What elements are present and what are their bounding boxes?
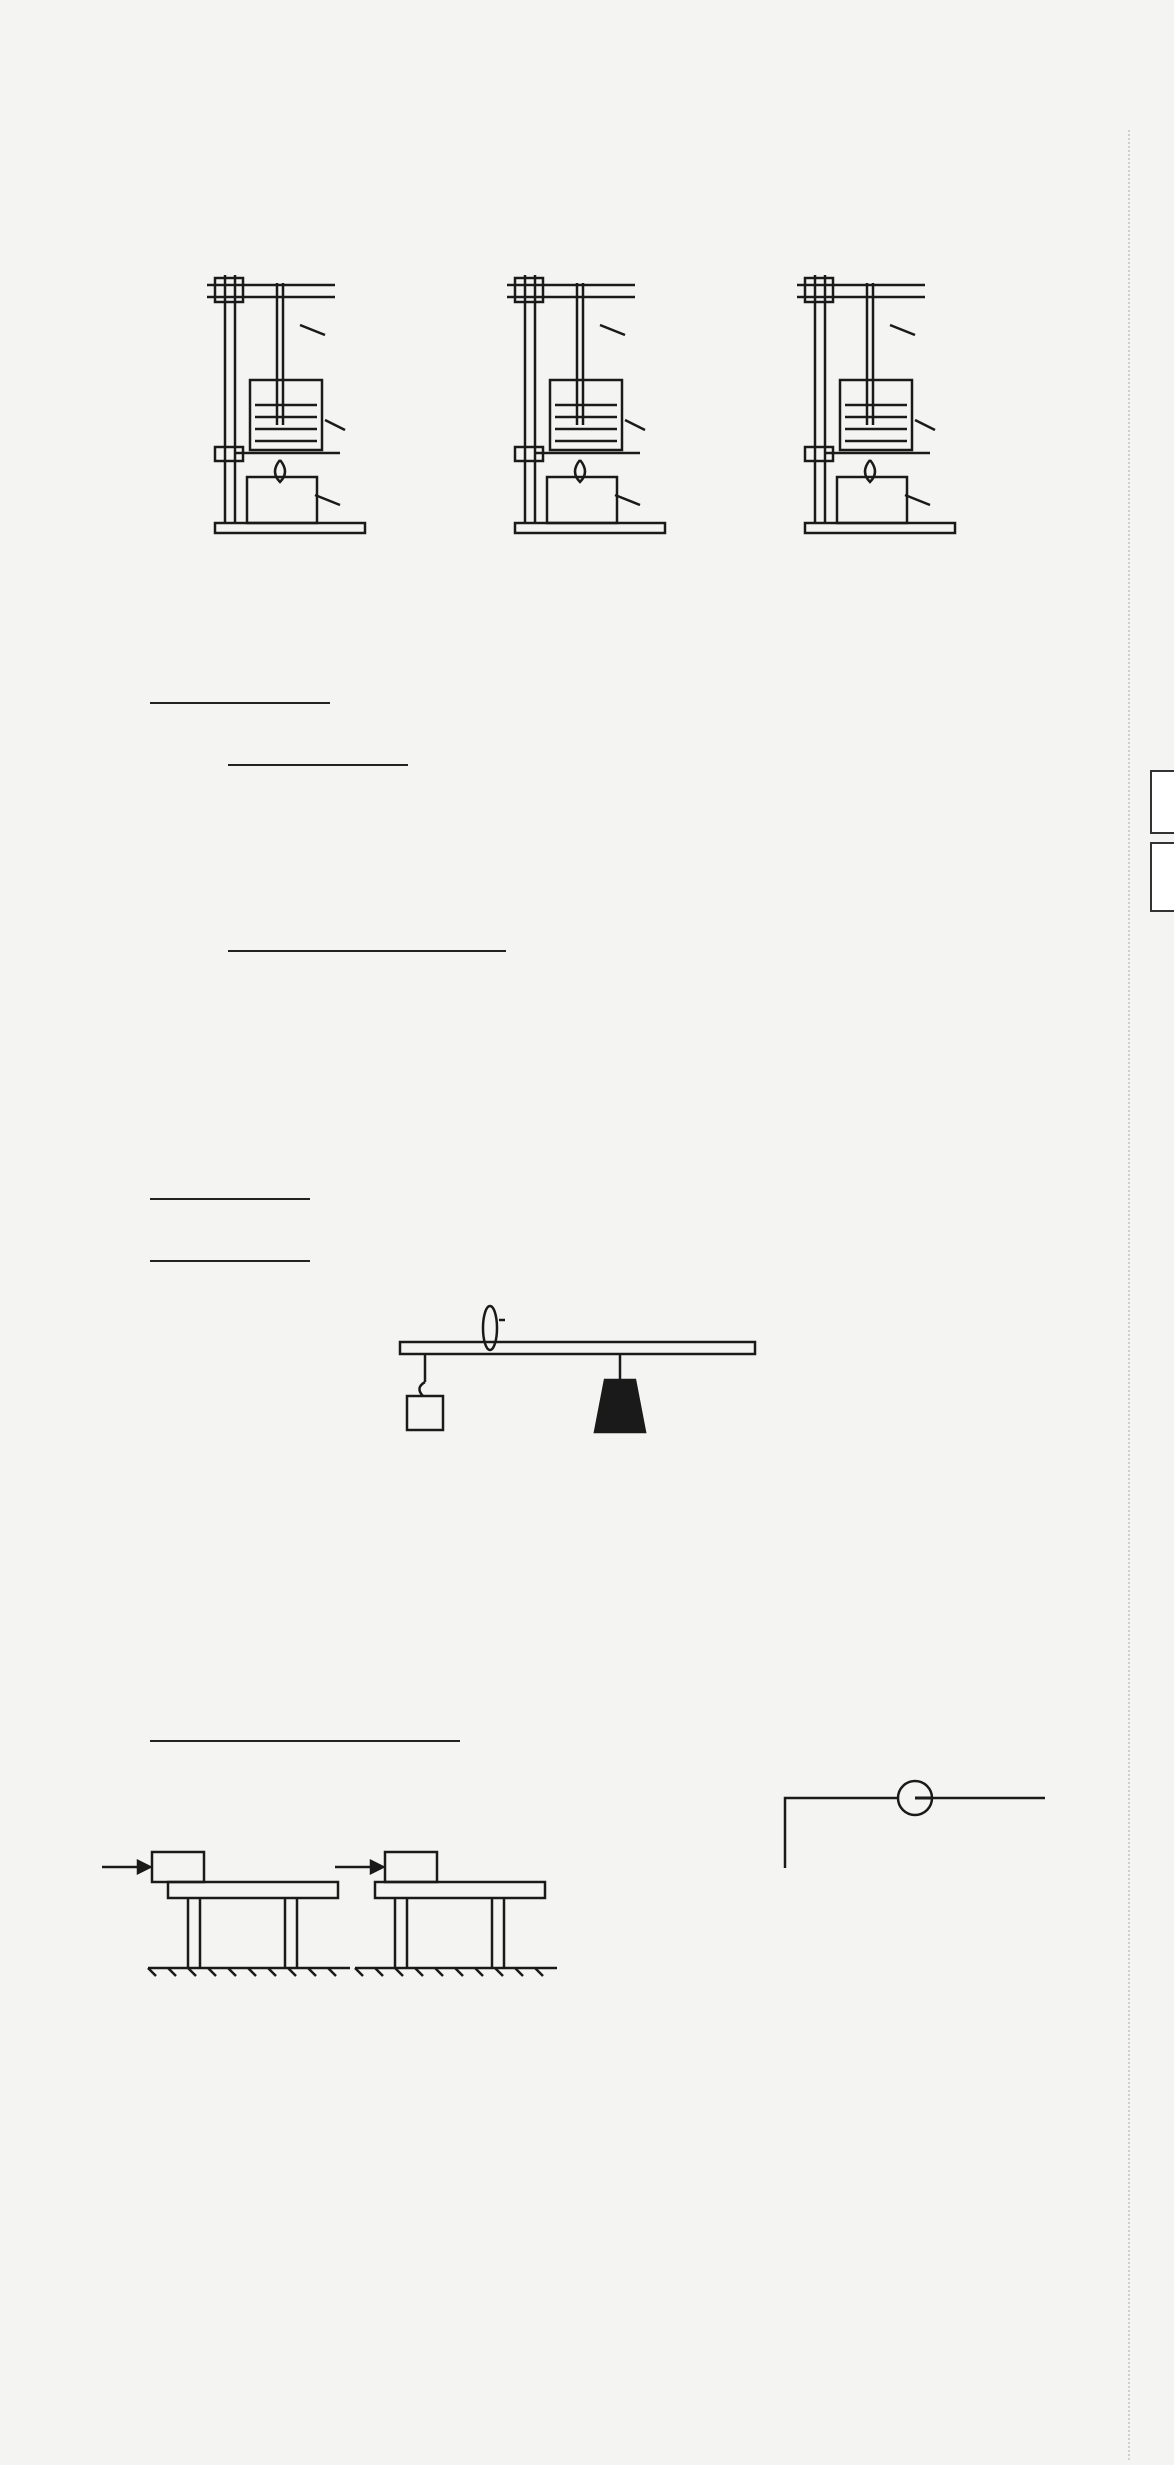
- q21-answer-3: [228, 950, 506, 952]
- q23-answer-2: [305, 1740, 460, 1742]
- q23-line-4: [150, 1711, 460, 1751]
- q22-line-4: [150, 1169, 310, 1209]
- q22-steelyard-figure: [395, 1300, 775, 1440]
- page-edge-tab-lower: [1150, 842, 1174, 912]
- q22-line-5: [150, 1231, 310, 1271]
- q21-answer-2: [228, 764, 408, 766]
- table-yi: [335, 1852, 557, 1976]
- q21-part1-line1: [150, 673, 330, 713]
- apparatus-jia: [207, 275, 365, 533]
- q23-table-figure: [100, 1840, 620, 1990]
- q21-part2-line2: [228, 921, 506, 961]
- page-edge-tab-upper: [1150, 770, 1174, 834]
- q21-answer-1: [150, 702, 330, 704]
- apparatus-yi: [507, 275, 665, 533]
- q21-apparatus-figure: [195, 265, 1065, 545]
- apparatus-bing: [797, 275, 955, 533]
- q24-circuit-figure: [765, 1778, 1065, 2038]
- q22-answer-2: [150, 1260, 310, 1262]
- margin-dotted-line: [1128, 130, 1130, 2460]
- q21-part1-line2: [228, 735, 408, 775]
- table-jia: [102, 1852, 350, 1976]
- q23-answer-1: [150, 1740, 305, 1742]
- q22-answer-1: [150, 1198, 310, 1200]
